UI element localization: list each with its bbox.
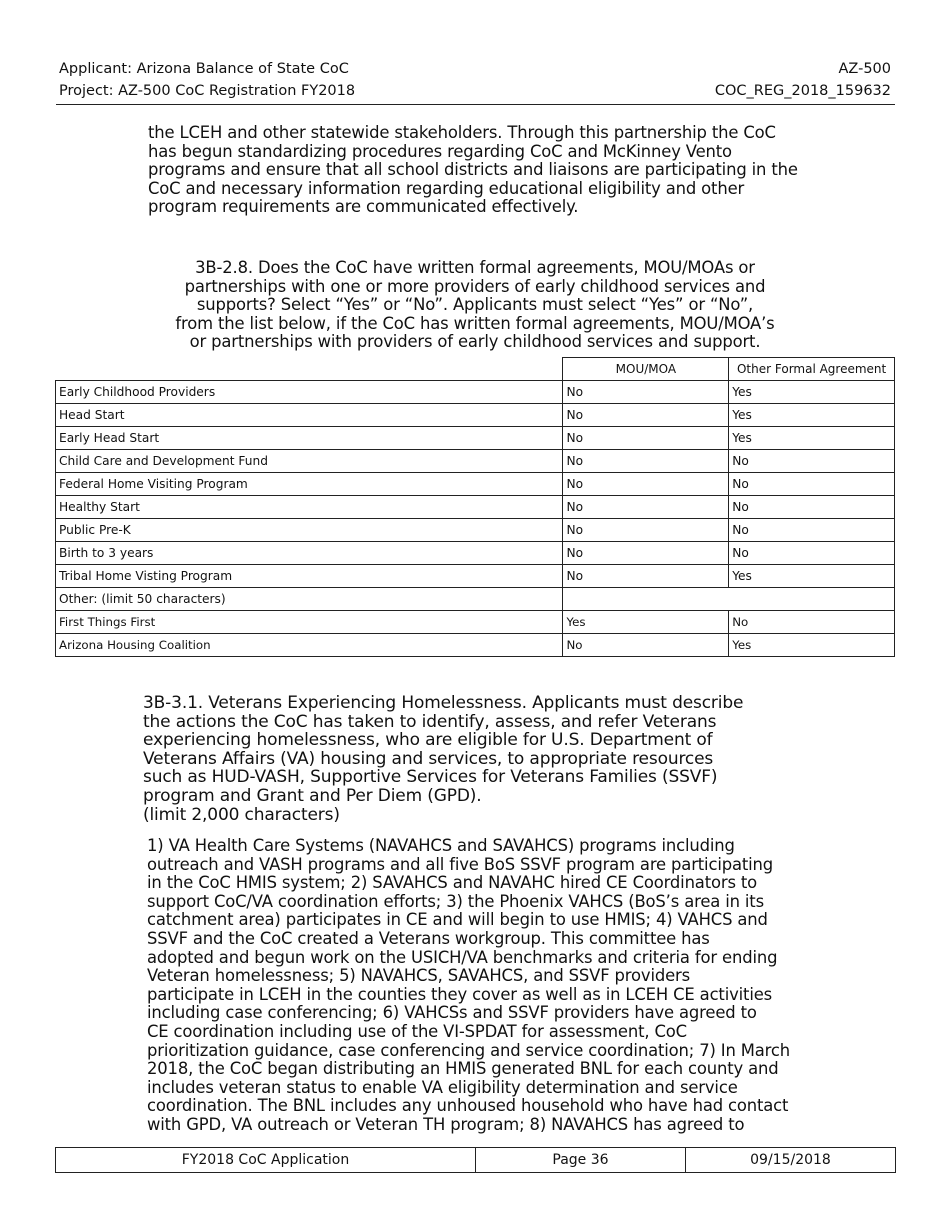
column-header-other-formal-agreement: Other Formal Agreement — [729, 358, 895, 381]
registration-id: COC_REG_2018_159632 — [714, 83, 891, 99]
table-row — [56, 473, 895, 496]
provider-name: Early Childhood Providers — [56, 381, 563, 404]
provider-name: Head Start — [56, 404, 563, 427]
table-row — [56, 496, 895, 519]
other-agreement-value: No — [729, 496, 895, 519]
footer-application-name: FY2018 CoC Application — [56, 1148, 476, 1173]
table-row — [56, 565, 895, 588]
footer-date: 09/15/2018 — [686, 1148, 896, 1173]
provider-name: Tribal Home Visting Program — [56, 565, 563, 588]
table-header-blank — [56, 358, 563, 381]
mou-value: No — [563, 427, 729, 450]
other-agreement-value: Yes — [729, 634, 895, 657]
mou-value: No — [563, 565, 729, 588]
applicant-name: Applicant: Arizona Balance of State CoC — [59, 61, 349, 77]
provider-name: Early Head Start — [56, 427, 563, 450]
header-left — [59, 58, 355, 102]
provider-name: Federal Home Visiting Program — [56, 473, 563, 496]
mou-value: No — [563, 519, 729, 542]
other-agreement-value: No — [729, 611, 895, 634]
other-agreement-value: Yes — [729, 565, 895, 588]
mou-value: No — [563, 634, 729, 657]
mou-value: No — [563, 450, 729, 473]
other-label-spacer — [563, 588, 895, 611]
table-row — [56, 542, 895, 565]
table-row — [56, 427, 895, 450]
mou-value: Yes — [563, 611, 729, 634]
table-row — [56, 381, 895, 404]
mou-value: No — [563, 542, 729, 565]
column-header-mou-moa: MOU/MOA — [563, 358, 729, 381]
mou-value: No — [563, 381, 729, 404]
early-childhood-agreements-table — [55, 357, 895, 657]
other-agreement-value: Yes — [729, 427, 895, 450]
question-3b-2-8: 3B-2.8. Does the CoC have written formal agreements, MOU/MOAs or partnerships with one or more providers of early childhood services and supports? Select “Yes” or “No”. Applicants must select “Yes” or “No”, from the list below, if the CoC has written formal agreements, MOU/MOA’s or partnerships with providers of early childhood services and support. — [175, 258, 775, 352]
project-name: Project: AZ-500 CoC Registration FY2018 — [59, 83, 356, 99]
coc-code: AZ-500 — [838, 61, 891, 77]
table-row — [56, 404, 895, 427]
mou-value: No — [563, 496, 729, 519]
mou-value: No — [563, 404, 729, 427]
other-agreement-value: Yes — [729, 381, 895, 404]
other-label: Other: (limit 50 characters) — [56, 588, 563, 611]
other-label-row — [56, 588, 895, 611]
page-footer — [55, 1147, 896, 1173]
table-header-row — [56, 358, 895, 381]
intro-paragraph: the LCEH and other statewide stakeholders. Through this partnership the CoC has begun standardizing procedures regarding CoC and McKinney Vento programs and ensure that all school districts and liaisons are participating in the CoC and necessary information regarding educational eligibility and other program requirements are communicated effectively. — [148, 123, 798, 217]
page-header — [56, 56, 895, 105]
table-row — [56, 450, 895, 473]
table-row — [56, 519, 895, 542]
header-right — [715, 58, 891, 102]
other-agreement-value: No — [729, 542, 895, 565]
table-row — [56, 634, 895, 657]
other-agreement-value: No — [729, 473, 895, 496]
provider-name: Healthy Start — [56, 496, 563, 519]
provider-name: Birth to 3 years — [56, 542, 563, 565]
other-agreement-value: Yes — [729, 404, 895, 427]
mou-value: No — [563, 473, 729, 496]
provider-name: First Things First — [56, 611, 563, 634]
answer-3b-3-1: 1) VA Health Care Systems (NAVAHCS and SAVAHCS) programs including outreach and VASH programs and all five BoS SSVF program are participating in the CoC HMIS system; 2) SAVAHCS and NAVAHC hired CE Coordinators to support CoC/VA coordination efforts; 3) the Phoenix VAHCS (BoS’s area in its catchment area) participates in CE and will begin to use HMIS; 4) VAHCS and SSVF and the CoC created a Veterans workgroup. This committee has adopted and begun work on the USICH/VA benchmarks and criteria for ending Veteran homelessness; 5) NAVAHCS, SAVAHCS, and SSVF providers participate in LCEH in the counties they cover as well as in LCEH CE activities including case conferencing; 6) VAHCSs and SSVF providers have agreed to CE coordination including use of the VI-SPDAT for assessment, CoC prioritization guidance, case conferencing and service coordination; 7) In March 2018, the CoC began distributing an HMIS generated BNL for each county and includes veteran status to enable VA eligibility determination and service coordination. The BNL includes any unhoused household who have had contact with GPD, VA outreach or Veteran TH program; 8) NAVAHCS has agreed to — [147, 836, 790, 1134]
other-agreement-value: No — [729, 450, 895, 473]
other-agreement-value: No — [729, 519, 895, 542]
provider-name: Arizona Housing Coalition — [56, 634, 563, 657]
provider-name: Child Care and Development Fund — [56, 450, 563, 473]
table-row — [56, 611, 895, 634]
provider-name: Public Pre-K — [56, 519, 563, 542]
footer-page-number: Page 36 — [476, 1148, 686, 1173]
question-3b-3-1: 3B-3.1. Veterans Experiencing Homelessness. Applicants must describe the actions the CoC has taken to identify, assess, and refer Veterans experiencing homelessness, who are eligible for U.S. Department of Veterans Affairs (VA) housing and services, to appropriate resources such as HUD-VASH, Supportive Services for Veterans Families (SSVF) program and Grant and Per Diem (GPD). (limit 2,000 characters) — [143, 693, 744, 825]
